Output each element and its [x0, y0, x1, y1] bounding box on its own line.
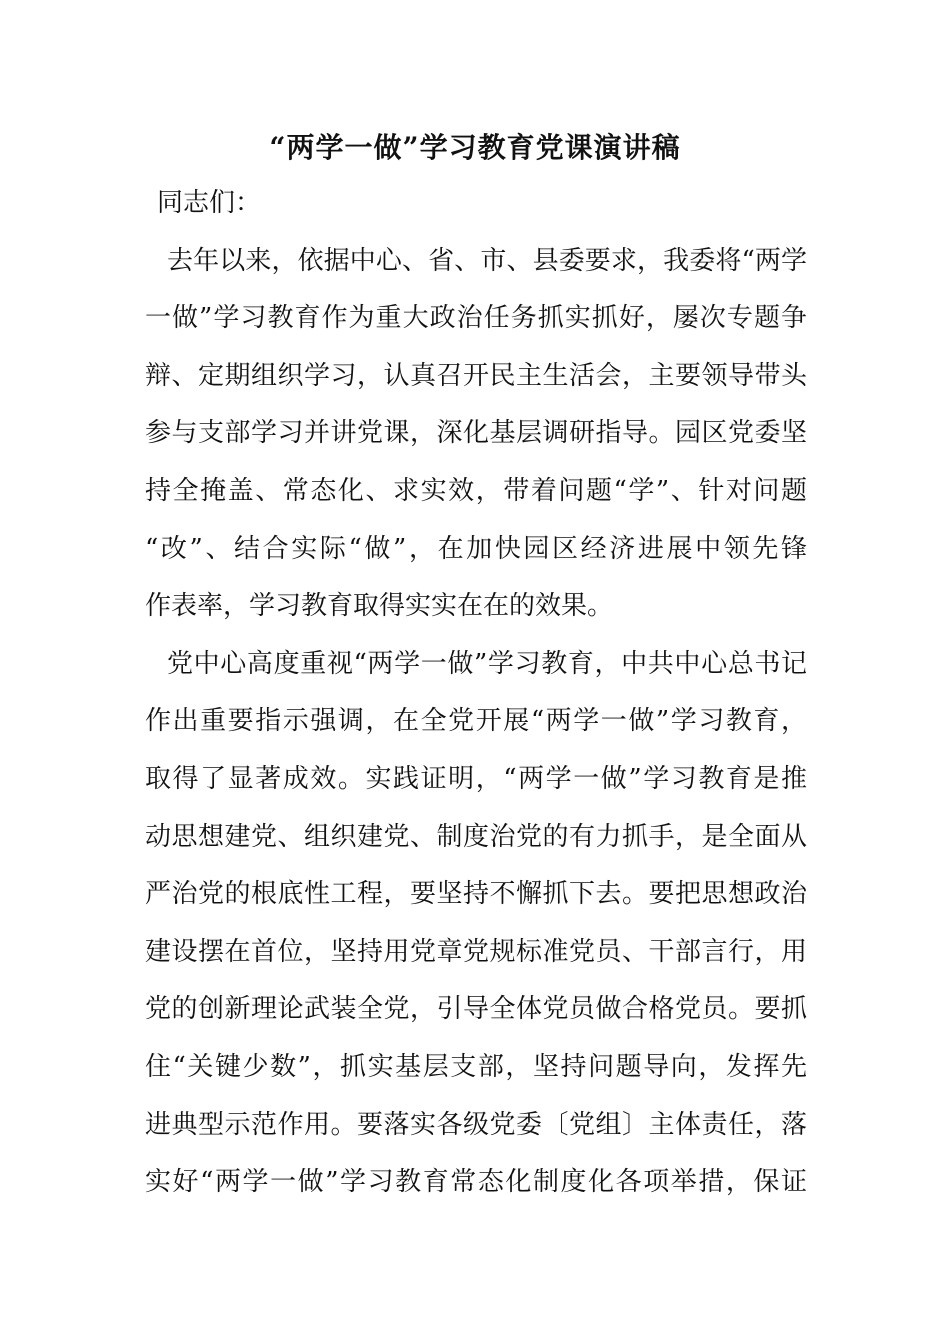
paragraph-line: 去年以来，依据中心、省、市、县委要求，我委将“两学	[167, 245, 807, 276]
document-title: “两学一做”学习教育党课演讲稿	[269, 131, 681, 164]
paragraph-line: 党中心高度重视“两学一做”学习教育，中共中心总书记	[167, 648, 807, 679]
paragraph-line: 辩、定期组织学习，认真召开民主生活会，主要领导带头	[145, 360, 807, 391]
paragraph-1	[145, 233, 807, 636]
paragraph-line: “改”、结合实际“做”，在加快园区经济进展中领先锋	[145, 533, 807, 564]
paragraph-line: 作出重要指示强调，在全党开展“两学一做”学习教育，	[145, 706, 807, 737]
paragraph-line: 一做”学习教育作为重大政治任务抓实抓好，屡次专题争	[145, 303, 807, 334]
paragraph-line: 参与支部学习并讲党课，深化基层调研指导。园区党委坚	[145, 418, 807, 449]
paragraph-line: 严治党的根底性工程，要坚持不懈抓下去。要把思想政治	[145, 879, 807, 910]
paragraph-line: 持全掩盖、常态化、求实效，带着问题“学”、针对问题	[145, 475, 807, 506]
paragraph-line: 作表率，学习教育取得实实在在的效果。	[145, 591, 614, 622]
paragraph-2	[145, 636, 807, 1212]
greeting: 同志们：	[157, 188, 262, 218]
paragraph-line: 党的创新理论武装全党，引导全体党员做合格党员。要抓	[145, 994, 807, 1025]
paragraph-line: 进典型示范作用。要落实各级党委〔党组〕主体责任，落	[145, 1109, 807, 1140]
paragraph-line: 动思想建党、组织建党、制度治党的有力抓手，是全面从	[145, 821, 807, 852]
paragraph-line: 住“关键少数”，抓实基层支部，坚持问题导向，发挥先	[145, 1051, 807, 1082]
document-body	[145, 175, 807, 1212]
paragraph-line: 实好“两学一做”学习教育常态化制度化各项举措，保证	[145, 1167, 807, 1198]
paragraph-line: 取得了显著成效。实践证明，“两学一做”学习教育是推	[145, 763, 807, 794]
paragraph-line: 建设摆在首位，坚持用党章党规标准党员、干部言行，用	[145, 936, 807, 967]
